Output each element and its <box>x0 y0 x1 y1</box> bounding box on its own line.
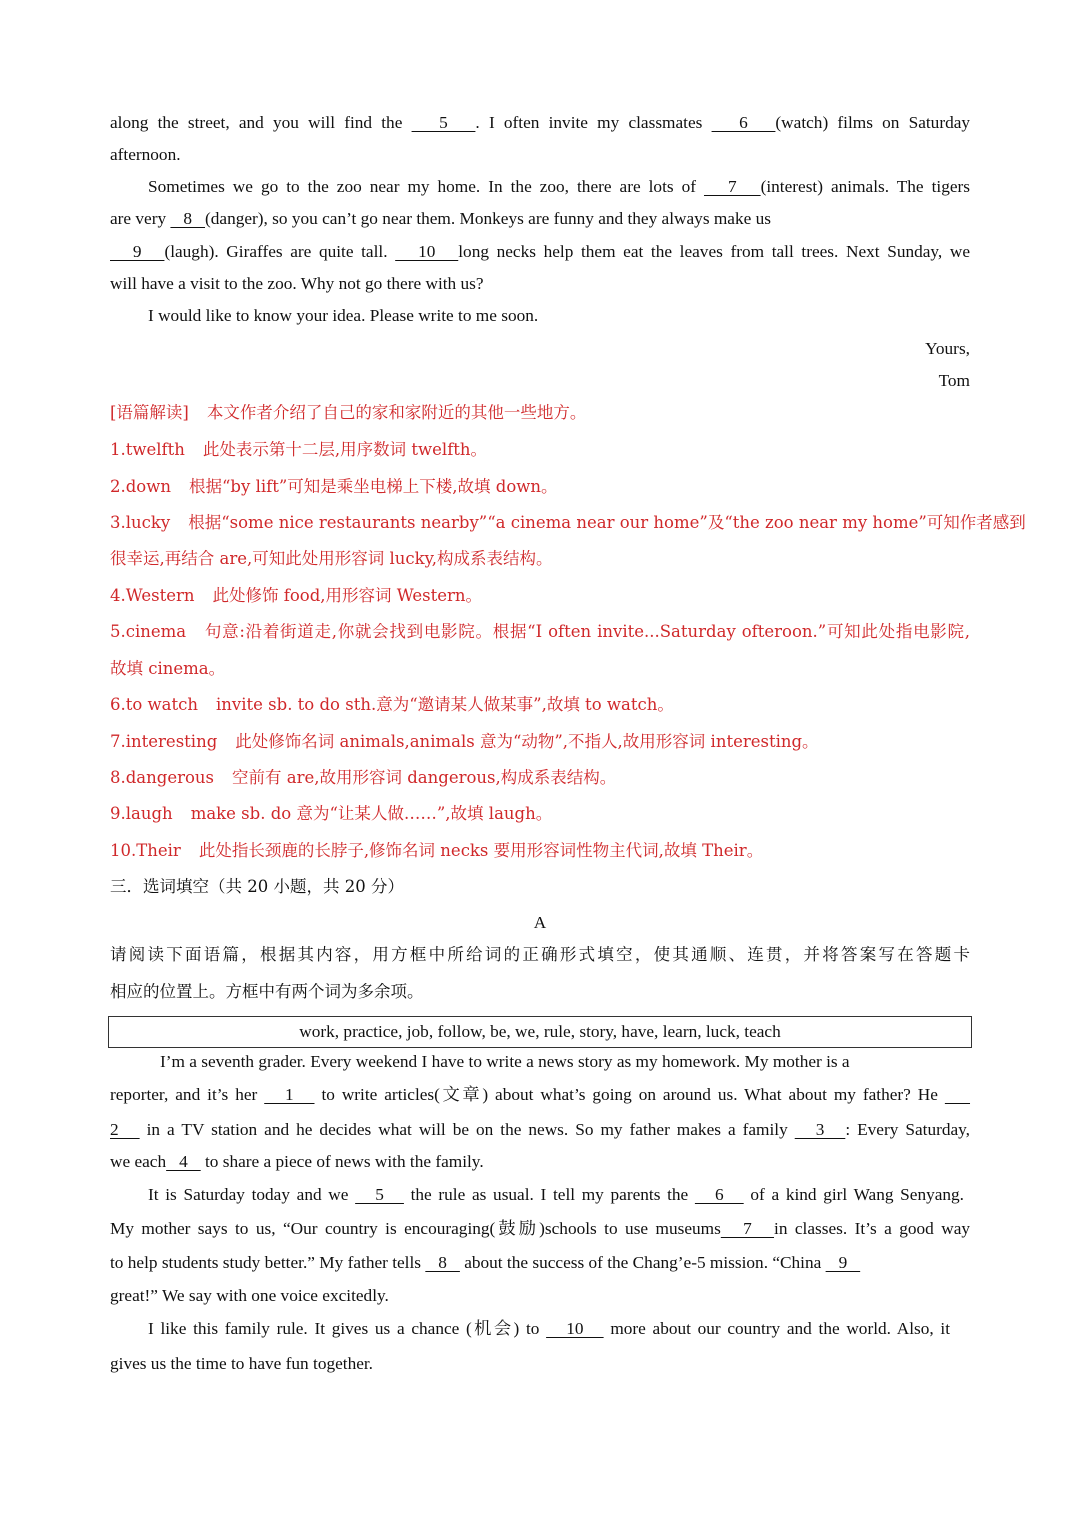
blank-8: 8 <box>170 209 206 228</box>
analysis-item-2: 2.down 根据“by lift”可知是乘坐电梯上下楼,故填 down。 <box>110 477 558 496</box>
passage-line-7: to help students study better.” My father tells 8 about the success of the Chang’e-5 mission. “China 9 <box>110 1253 861 1272</box>
passage-line-8: great!” We say with one voice excitedly. <box>110 1286 389 1305</box>
blank-3: 3 <box>794 1120 846 1139</box>
analysis-item-5: 5.cinema 句意:沿着街道走,你就会找到电影院。根据“I often invite...Saturday ofteroon.”可知此处指电影院, <box>110 622 970 641</box>
analysis-intro: [语篇解读] 本文作者介绍了自己的家和家附近的其他一些地方。 <box>110 403 587 422</box>
analysis-item-10: 10.Their 此处指长颈鹿的长脖子,修饰名词 necks 要用形容词性物主代词,故填 Their。 <box>110 841 764 860</box>
letter-line-1: along the street, and you will find the 5 . I often invite my classmates 6 (watch) films on Saturday <box>110 113 971 132</box>
blank-5b: 5 <box>355 1185 404 1204</box>
blank-9: 9 <box>110 242 165 261</box>
letter-signature: Tom <box>938 371 970 390</box>
word-bank-box: work, practice, job, follow, be, we, rule, story, have, learn, luck, teach <box>108 1016 972 1048</box>
analysis-item-3: 3.lucky 根据“some nice restaurants nearby”“a cinema near our home”及“the zoo near my home”可知作者感到 <box>110 513 1026 532</box>
letter-line-5: 9 (laugh). Giraffes are quite tall. 10 long necks help them eat the leaves from tall trees. Next Sunday, we <box>110 242 971 261</box>
blank-6: 6 <box>711 113 776 132</box>
passage-line-3: 2 in a TV station and he decides what will be on the news. So my father makes a family 3 : Every Saturday, <box>110 1120 970 1139</box>
letter-line-6: will have a visit to the zoo. Why not go there with us? <box>110 274 484 293</box>
passage-line-2: reporter, and it’s her 1 to write articles(文章) about what’s going on around us. What about my father? He <box>110 1084 970 1106</box>
letter-line-3: Sometimes we go to the zoo near my home. In the zoo, there are lots of 7 (interest) animals. The tigers <box>148 177 970 196</box>
blank-5: 5 <box>411 113 476 132</box>
analysis-item-9: 9.laugh make sb. do 意为“让某人做……”,故填 laugh。 <box>110 804 553 823</box>
passage-line-6: My mother says to us, “Our country is encouraging(鼓励)schools to use museums 7 in classes. It’s a good way <box>110 1219 971 1238</box>
analysis-item-4: 4.Western 此处修饰 food,用形容词 Western。 <box>110 586 483 605</box>
blank-10: 10 <box>395 242 459 261</box>
instructions-line-1: 请阅读下面语篇，根据其内容，用方框中所给词的正确形式填空，使其通顺、连贯，并将答案写在答题卡 <box>110 945 970 964</box>
analysis-item-8: 8.dangerous 空前有 are,故用形容词 dangerous,构成系表结构。 <box>110 768 617 787</box>
blank-2-end: 2 <box>110 1120 140 1139</box>
letter-line-2: afternoon. <box>110 145 181 164</box>
blank-8b: 8 <box>425 1253 460 1272</box>
passage-line-5: It is Saturday today and we 5 the rule as usual. I tell my parents the 6 of a kind girl Wang Senyang. <box>148 1185 965 1204</box>
letter-line-7: I would like to know your idea. Please write to me soon. <box>148 306 539 325</box>
instructions-line-2: 相应的位置上。方框中有两个词为多余项。 <box>110 982 424 1001</box>
analysis-item-5-cont: 故填 cinema。 <box>110 659 226 678</box>
blank-7b: 7 <box>720 1219 775 1238</box>
blank-4: 4 <box>166 1152 201 1171</box>
blank-7: 7 <box>703 177 761 196</box>
blank-1: 1 <box>264 1085 315 1104</box>
analysis-item-7: 7.interesting 此处修饰名词 animals,animals 意为“动物”,不指人,故用形容词 interesting。 <box>110 732 819 751</box>
analysis-item-3-cont: 很幸运,再结合 are,可知此处用形容词 lucky,构成系表结构。 <box>110 549 553 568</box>
blank-10b: 10 <box>546 1319 604 1338</box>
passage-line-4: we each 4 to share a piece of news with the family. <box>110 1152 484 1171</box>
blank-2-start <box>945 1085 970 1104</box>
blank-9b: 9 <box>825 1253 861 1272</box>
blank-6b: 6 <box>694 1185 744 1204</box>
analysis-item-1: 1.twelfth 此处表示第十二层,用序数词 twelfth。 <box>110 440 488 459</box>
analysis-item-6: 6.to watch invite sb. to do sth.意为“邀请某人做某事”,故填 to watch。 <box>110 695 674 714</box>
passage-line-10: gives us the time to have fun together. <box>110 1354 373 1373</box>
letter-line-4: are very 8 (danger), so you can’t go near them. Monkeys are funny and they always make us <box>110 209 771 228</box>
passage-line-1: I’m a seventh grader. Every weekend I have to write a news story as my homework. My mother is a <box>160 1052 850 1071</box>
part-label: A <box>533 913 547 932</box>
section-heading: 三．选词填空（共 20 小题，共 20 分） <box>110 877 404 896</box>
letter-closing: Yours, <box>925 339 970 358</box>
passage-line-9: I like this family rule. It gives us a chance (机会) to 10 more about our country and the world. Also, it <box>148 1319 950 1338</box>
